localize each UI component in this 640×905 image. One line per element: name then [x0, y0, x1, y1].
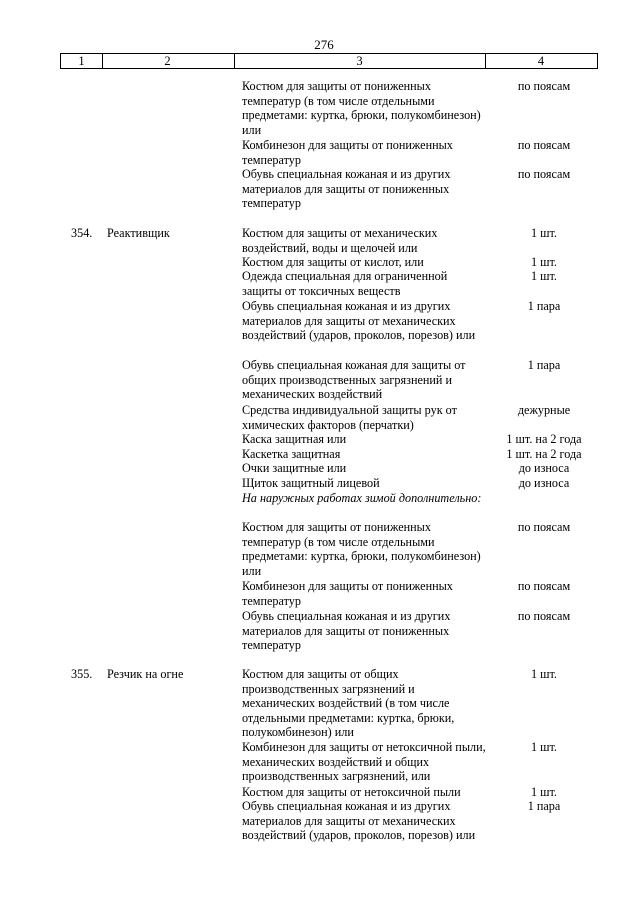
item-text: Комбинезон для защиты от пониженных температур	[242, 138, 453, 167]
item-text: Обувь специальная кожаная и из других материалов для защиты от пониженных температур	[242, 609, 451, 653]
item-text: Обувь специальная кожаная и из других материалов для защиты от механических воздействий (ударов, проколов, порезов) или	[242, 299, 476, 343]
item-text: Костюм для защиты от общих производственных загрязнений и механических воздействий (в том числе отдельными предметами: куртка, брюки, полукомбинезон) или	[242, 667, 455, 740]
item-quantity: 1 шт.	[531, 667, 557, 681]
item-text: Обувь специальная кожаная и из других материалов для защиты от механических воздействий (ударов, проколов, порезов) или	[242, 799, 476, 843]
item-quantity: по поясам	[517, 138, 571, 152]
item-text: Костюм для защиты от пониженных температур (в том числе отдельными предметами: куртка, брюки, полукомбинезон) или	[242, 520, 481, 578]
column-header-2: 2	[101, 53, 235, 69]
item-quantity: 1 шт. на 2 года	[506, 432, 582, 446]
item-text: Каскетка защитная	[242, 447, 341, 461]
item-quantity: 1 шт.	[531, 255, 557, 269]
item-text: Комбинезон для защиты от пониженных температур	[242, 579, 453, 608]
item-text: Костюм для защиты от нетоксичной пыли	[242, 785, 461, 799]
item-quantity: 1 шт.	[531, 269, 557, 283]
item-quantity: 1 шт.	[531, 785, 557, 799]
item-text: Одежда специальная для ограниченной защиты от токсичных веществ	[242, 269, 448, 298]
item-quantity: 1 шт.	[531, 740, 557, 754]
item-text: Костюм для защиты от пониженных температур (в том числе отдельными предметами: куртка, брюки, полукомбинезон) или	[242, 79, 481, 137]
item-quantity: 1 пара	[527, 358, 561, 372]
row-number: 354.	[71, 226, 93, 240]
item-text: Щиток защитный лицевой	[242, 476, 380, 490]
column-header-1: 1	[60, 53, 103, 69]
item-text: Обувь специальная кожаная и из других материалов для защиты от пониженных температур	[242, 167, 451, 211]
profession-title: Резчик на огне	[107, 667, 184, 681]
winter-note: На наружных работах зимой дополнительно:	[242, 491, 482, 505]
item-quantity: 1 шт. на 2 года	[506, 447, 582, 461]
item-quantity: до износа	[518, 476, 570, 490]
item-quantity: до износа	[518, 461, 570, 475]
item-quantity: по поясам	[517, 579, 571, 593]
item-quantity: по поясам	[517, 520, 571, 534]
column-header-3: 3	[234, 53, 486, 69]
item-quantity: по поясам	[517, 609, 571, 623]
item-text: Обувь специальная кожаная для защиты от общих производственных загрязнений и механических воздействий	[242, 358, 466, 402]
profession-title: Реактивщик	[107, 226, 170, 240]
item-text: Костюм для защиты от механических воздействий, воды и щелочей или	[242, 226, 438, 255]
item-text: Костюм для защиты от кислот, или	[242, 255, 424, 269]
item-quantity: 1 пара	[527, 799, 561, 813]
column-header-4: 4	[485, 53, 598, 69]
item-text: Средства индивидуальной защиты рук от химических факторов (перчатки)	[242, 403, 457, 432]
item-quantity: дежурные	[517, 403, 571, 417]
item-quantity: 1 шт.	[531, 226, 557, 240]
item-quantity: по поясам	[517, 167, 571, 181]
item-quantity: по поясам	[517, 79, 571, 93]
row-number: 355.	[71, 667, 93, 681]
item-text: Очки защитные или	[242, 461, 347, 475]
page-number: 276	[314, 37, 334, 52]
item-quantity: 1 пара	[527, 299, 561, 313]
item-text: Комбинезон для защиты от нетоксичной пыли, механических воздействий и общих производственных загрязнений, или	[242, 740, 486, 784]
item-text: Каска защитная или	[242, 432, 347, 446]
